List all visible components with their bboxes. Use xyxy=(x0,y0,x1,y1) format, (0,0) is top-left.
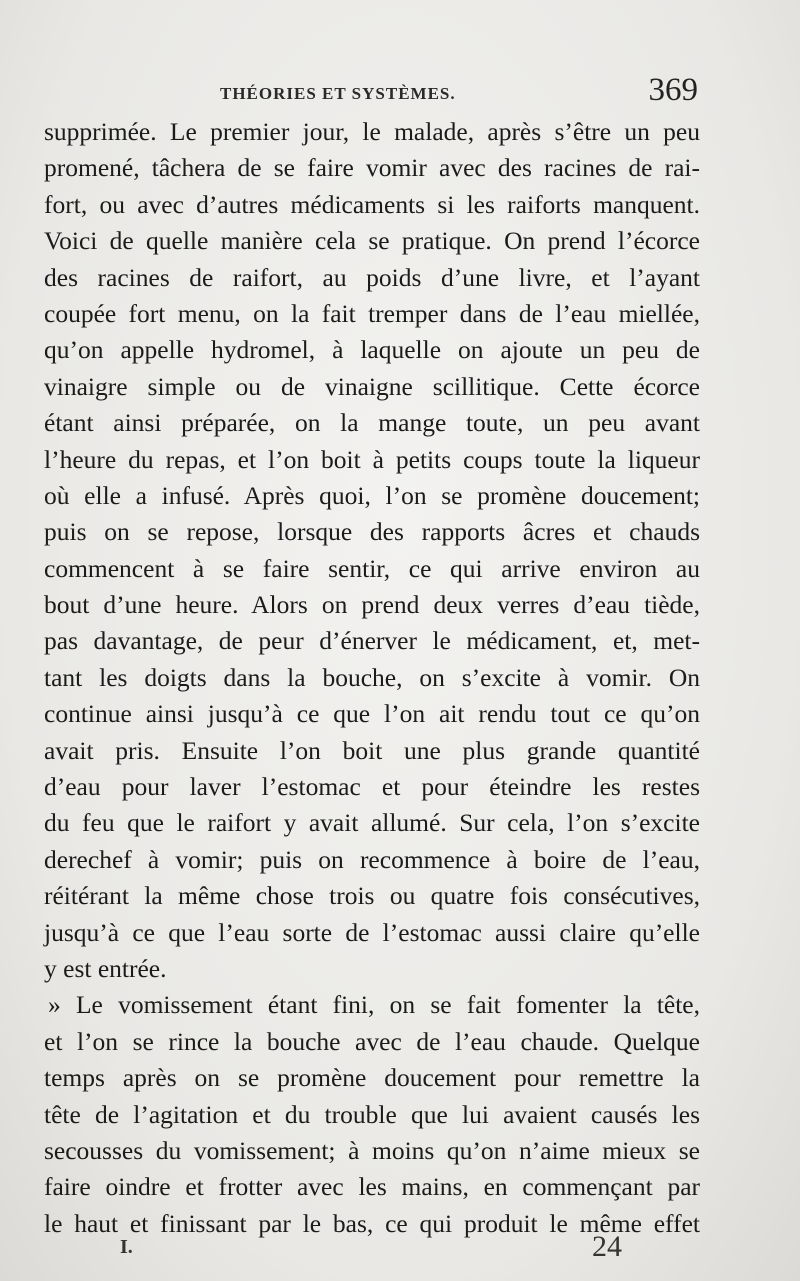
running-title: THÉORIES ET SYSTÈMES. xyxy=(220,84,456,103)
text-line: supprimée. Le premier jour, le malade, après s’être un peu xyxy=(44,117,700,146)
text-line: Voici de quelle manière cela se pratique. On prend l’écorce xyxy=(44,226,700,256)
text-line: derechef à vomir; puis on recommence à boire de l’eau, xyxy=(44,844,700,874)
text-line: du feu que le raifort y avait allumé. Sur cela, l’on s’excite xyxy=(44,808,700,838)
text-line: d’eau pour laver l’estomac et pour éteindre les restes xyxy=(44,772,700,802)
gathering-signature: 24 xyxy=(592,1230,622,1263)
text-line: » Le vomissement étant fini, on se fait fomenter la tête, xyxy=(48,990,700,1020)
text-line: bout d’une heure. Alors on prend deux verres d’eau tiède, xyxy=(44,590,700,620)
text-line: pas davantage, de peur d’énerver le médicament, et, met- xyxy=(44,626,700,656)
text-line: continue ainsi jusqu’à ce que l’on ait rendu tout ce qu’on xyxy=(44,699,700,729)
page-header xyxy=(44,72,700,116)
text-line: l’heure du repas, et l’on boit à petits coups toute la liqueur xyxy=(44,444,700,474)
paragraph-2 xyxy=(44,987,700,1242)
text-line: tant les doigts dans la bouche, on s’excite à vomir. On xyxy=(44,662,700,692)
text-line: promené, tâchera de se faire vomir avec des racines de rai- xyxy=(44,153,700,183)
text-line: commencent à se faire sentir, ce qui arrive environ au xyxy=(44,553,700,583)
text-line: jusqu’à ce que l’eau sorte de l’estomac aussi claire qu’elle xyxy=(44,917,700,947)
text-line: et l’on se rince la bouche avec de l’eau chaude. Quelque xyxy=(44,1026,700,1056)
text-line: secousses du vomissement; à moins qu’on n’aime mieux se xyxy=(44,1135,700,1165)
volume-signature: I. xyxy=(120,1236,133,1258)
text-line: vinaigre simple ou de vinaigne scillitique. Cette écorce xyxy=(44,371,700,401)
text-line: y est entrée. xyxy=(44,953,167,983)
text-line: temps après on se promène doucement pour remettre la xyxy=(44,1063,700,1093)
page-number: 369 xyxy=(648,72,698,108)
page-footer xyxy=(44,1232,700,1272)
paragraph-1 xyxy=(44,114,700,987)
text-line: coupée fort menu, on la fait tremper dans de l’eau miellée, xyxy=(44,298,700,328)
text-line: faire oindre et frotter avec les mains, en commençant par xyxy=(44,1172,700,1202)
text-line: où elle a infusé. Après quoi, l’on se promène doucement; xyxy=(44,480,700,510)
text-line: fort, ou avec d’autres médicaments si les raiforts manquent. xyxy=(44,189,700,219)
text-line: tête de l’agitation et du trouble que lui avaient causés les xyxy=(44,1099,700,1129)
text-line: avait pris. Ensuite l’on boit une plus grande quantité xyxy=(44,735,700,765)
text-line: le haut et finissant par le bas, ce qui produit le même effet xyxy=(44,1208,700,1238)
body-text xyxy=(44,114,700,1242)
text-line: puis on se repose, lorsque des rapports âcres et chauds xyxy=(44,517,700,547)
text-line: réitérant la même chose trois ou quatre fois consécutives, xyxy=(44,881,700,911)
text-line: étant ainsi préparée, on la mange toute, un peu avant xyxy=(44,408,700,438)
text-line: des racines de raifort, au poids d’une livre, et l’ayant xyxy=(44,262,700,292)
text-line: qu’on appelle hydromel, à laquelle on ajoute un peu de xyxy=(44,335,700,365)
